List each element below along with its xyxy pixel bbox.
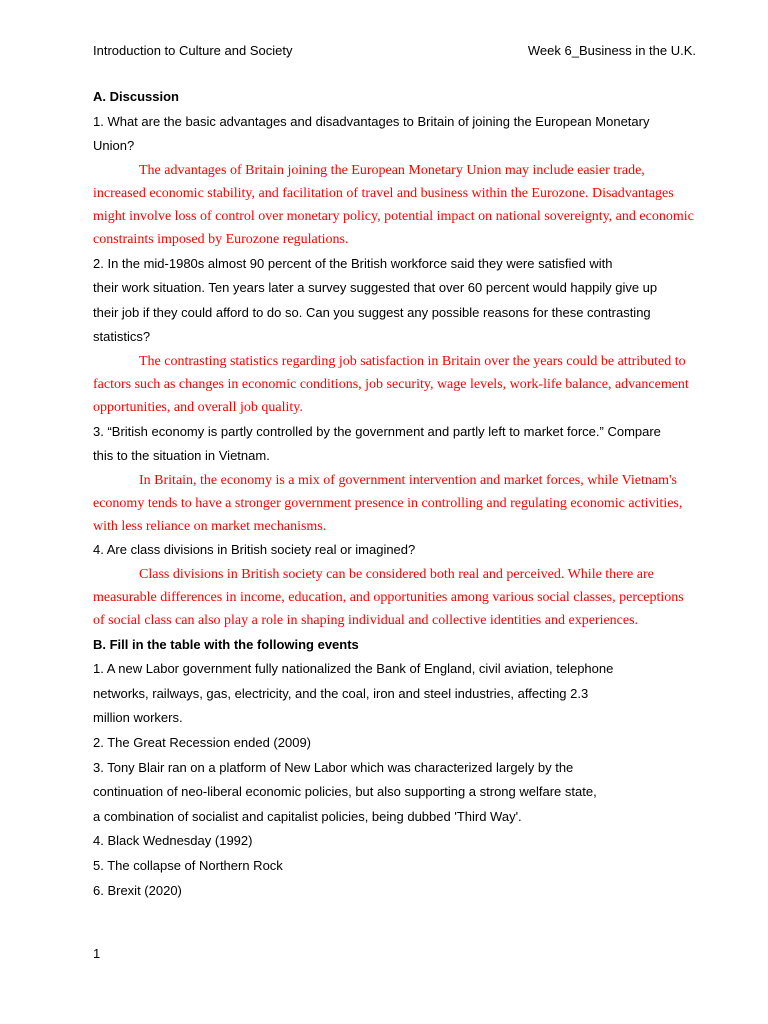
event-3-line: continuation of neo-liberal economic policies, but also supporting a strong welfare state, [93,784,597,800]
document-body [93,85,698,903]
event-1-line: networks, railways, gas, electricity, and the coal, iron and steel industries, affecting 2.3 [93,685,589,701]
event-5 [93,854,698,879]
question-3 [93,420,698,469]
event-4-line: 4. Black Wednesday (1992) [93,833,253,849]
event-2 [93,731,698,756]
page-number: 1 [93,946,101,961]
event-2-line: 2. The Great Recession ended (2009) [93,734,312,750]
answer-4: Class divisions in British society can be considered both real and perceived. While there are measurable differences in income, education, and opportunities among various social classes, perceptions of social class can also play a role in shaping individual and collective identities and experiences. [93,566,684,629]
event-6-line: 6. Brexit (2020) [93,882,182,898]
section-a-heading: A. Discussion [93,89,179,104]
event-6 [93,879,698,904]
question-2-line: 2. In the mid-1980s almost 90 percent of the British workforce said they were satisfied with [93,255,613,271]
event-3-line: a combination of socialist and capitalist policies, being dubbed 'Third Way'. [93,808,522,824]
answer-1: The advantages of Britain joining the European Monetary Union may include easier trade, increased economic stability, and facilitation of travel and business within the Eurozone. Disadvantages might involve loss of control over monetary policy, potential impact on national sovereignty, and economic constraints imposed by Eurozone regulations. [93,162,694,248]
answer-3: In Britain, the economy is a mix of government intervention and market forces, while Vietnam's economy tends to have a stronger government presence in controlling and regulating economic activities, with less reliance on market mechanisms. [93,472,683,535]
header-course-title: Introduction to Culture and Society [93,43,293,58]
question-2 [93,252,698,350]
section-b-heading: B. Fill in the table with the following events [93,636,359,652]
question-2-line: their job if they could afford to do so. Can you suggest any possible reasons for these contrasting [93,304,651,320]
answer-2: The contrasting statistics regarding job satisfaction in Britain over the years could be attributed to factors such as changes in economic conditions, job security, wage levels, work-life balance, advancement opportunities, and overall job quality. [93,353,689,416]
question-3-line: this to the situation in Vietnam. [93,448,270,464]
question-1-line: Union? [93,138,135,154]
question-2-line: their work situation. Ten years later a survey suggested that over 60 percent would happily give up [93,280,658,296]
event-3-line: 3. Tony Blair ran on a platform of New Labor which was characterized largely by the [93,759,574,775]
question-2-line: statistics? [93,329,151,345]
event-1 [93,657,698,731]
question-4-line: 4. Are class divisions in British society real or imagined? [93,542,416,558]
event-5-line: 5. The collapse of Northern Rock [93,857,283,873]
event-1-line: million workers. [93,710,183,726]
event-4 [93,829,698,854]
question-3-line: 3. “British economy is partly controlled by the government and partly left to market force.” Compare [93,423,661,439]
event-1-line: 1. A new Labor government fully nationalized the Bank of England, civil aviation, telephone [93,661,614,677]
event-3 [93,756,698,830]
header-week-title: Week 6_Business in the U.K. [527,43,696,58]
question-1 [93,110,698,159]
question-1-line: 1. What are the basic advantages and disadvantages to Britain of joining the European Monetary [93,113,650,129]
question-4 [93,538,698,563]
